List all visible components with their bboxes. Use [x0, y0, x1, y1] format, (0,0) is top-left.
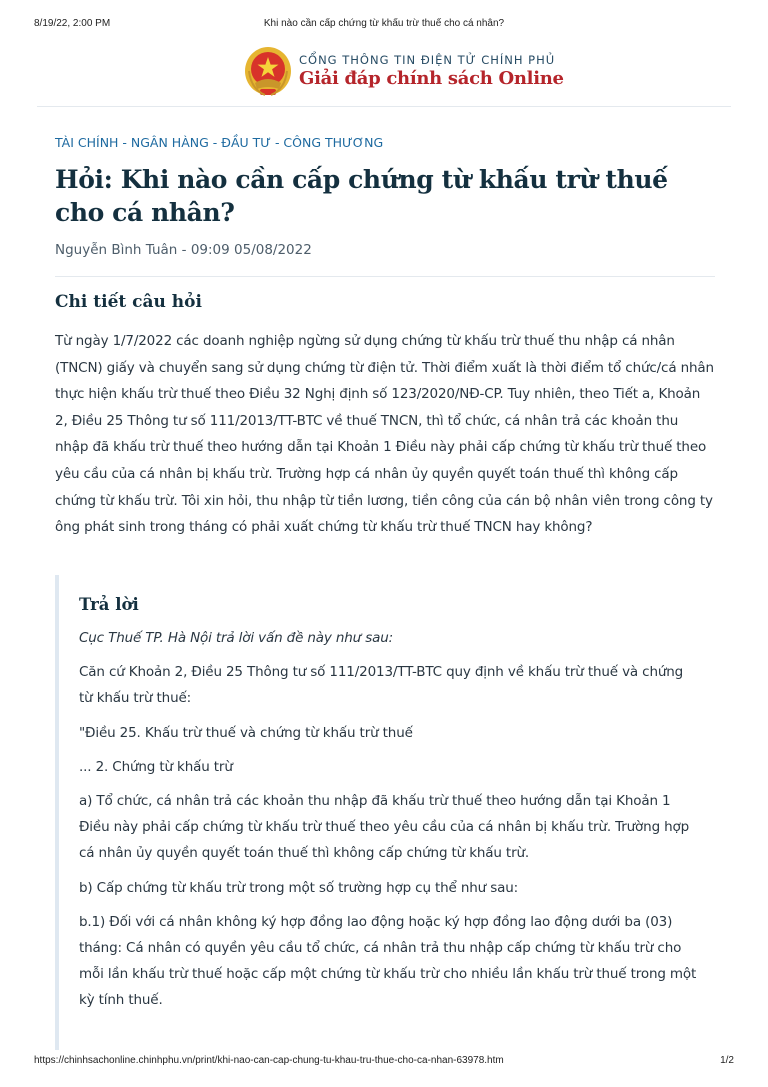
- answer-paragraph: b.1) Đối với cá nhân không ký hợp đồng lao động hoặc ký hợp đồng lao động dưới ba (03) tháng: Cá nhân có quyền yêu cầu tổ chức, cá nhân trả thu nhập cấp chứng từ khấu trừ cho mỗi lần khấu trừ thuế hoặc cấp một chứng từ khấu trừ cho nhiều lần khấu trừ thuế trong một kỳ tính thuế.: [79, 913, 697, 1009]
- print-header: [0, 18, 768, 32]
- answer-paragraph: a) Tổ chức, cá nhân trả các khoản thu nhập đã khấu trừ thuế theo hướng dẫn tại Khoản 1 Điều này phải cấp chứng từ khấu trừ thuế theo yêu cầu của cá nhân bị khấu trừ. Trường hợp cá nhân ủy quyền quyết toán thuế thì không cấp chứng từ khấu trừ.: [79, 793, 690, 862]
- answer-intro: Cục Thuế TP. Hà Nội trả lời vấn đề này như sau:: [79, 630, 394, 646]
- question-text: Từ ngày 1/7/2022 các doanh nghiệp ngừng sử dụng chứng từ khấu trừ thuế thu nhập cá nhân (TNCN) giấy và chuyển sang sử dụng chứng từ điện tử. Thời điểm xuất là thời điểm tổ chức/cá nhân thực hiện khấu trừ thuế theo Điều 32 Nghị định số 123/2020/NĐ-CP. Tuy nhiên, theo Tiết a, Khoản 2, Điều 25 Thông tư số 111/2013/TT-BTC về thuế TNCN, thì tổ chức, cá nhân trả các khoản thu nhập đã khấu trừ thuế theo hướng dẫn tại Khoản 1 Điều này phải cấp chứng từ khấu trừ thuế theo yêu cầu của cá nhân bị khấu trừ. Trường hợp cá nhân ủy quyền quyết toán thuế thì không cấp chứng từ khấu trừ. Tôi xin hỏi, thu nhập từ tiền lương, tiền công của cán bộ nhân viên trong công ty ông phát sinh trong tháng có phải xuất chứng từ khấu trừ thuế TNCN hay không?: [55, 333, 714, 536]
- article-divider: [55, 276, 715, 277]
- page-number: 1/2: [720, 1055, 734, 1066]
- answer-heading: Trả lời: [79, 595, 139, 614]
- answer-paragraph: "Điều 25. Khấu trừ thuế và chứng từ khấu trừ thuế: [79, 724, 413, 741]
- print-date: 8/19/22, 2:00 PM: [34, 18, 111, 29]
- print-footer: [0, 1055, 768, 1069]
- print-doc-title: Khi nào cần cấp chứng từ khấu trừ thuế cho cá nhân?: [263, 18, 505, 29]
- answer-block: [55, 575, 715, 1050]
- header-divider: [37, 106, 731, 107]
- print-url: https://chinhsachonline.chinhphu.vn/print/khi-nao-can-cap-chung-tu-khau-tru-thue-cho-ca-nhan-63978.htm: [34, 1055, 504, 1066]
- site-brand[interactable]: [243, 45, 564, 99]
- article-header: [55, 130, 715, 259]
- answer-paragraph: Căn cứ Khoản 2, Điều 25 Thông tư số 111/2013/TT-BTC quy định về khấu trừ thuế và chứng từ khấu trừ thuế:: [79, 664, 684, 707]
- article-category-link[interactable]: TÀI CHÍNH - NGÂN HÀNG - ĐẦU TƯ - CÔNG THƯƠNG: [55, 135, 384, 150]
- article-meta: Nguyễn Bình Tuân - 09:09 05/08/2022: [55, 242, 312, 258]
- answer-paragraph: ... 2. Chứng từ khấu trừ: [79, 758, 233, 775]
- brand-site-name: Giải đáp chính sách Online: [299, 68, 564, 89]
- answer-paragraph: b) Cấp chứng từ khấu trừ trong một số trường hợp cụ thể như sau:: [79, 879, 519, 896]
- brand-portal-name: CỔNG THÔNG TIN ĐIỆN TỬ CHÍNH PHỦ: [299, 53, 556, 67]
- national-emblem-icon: [243, 45, 293, 99]
- question-heading: Chi tiết câu hỏi: [55, 292, 202, 312]
- article-title: Hỏi: Khi nào cần cấp chứng từ khấu trừ thuế cho cá nhân?: [55, 165, 668, 227]
